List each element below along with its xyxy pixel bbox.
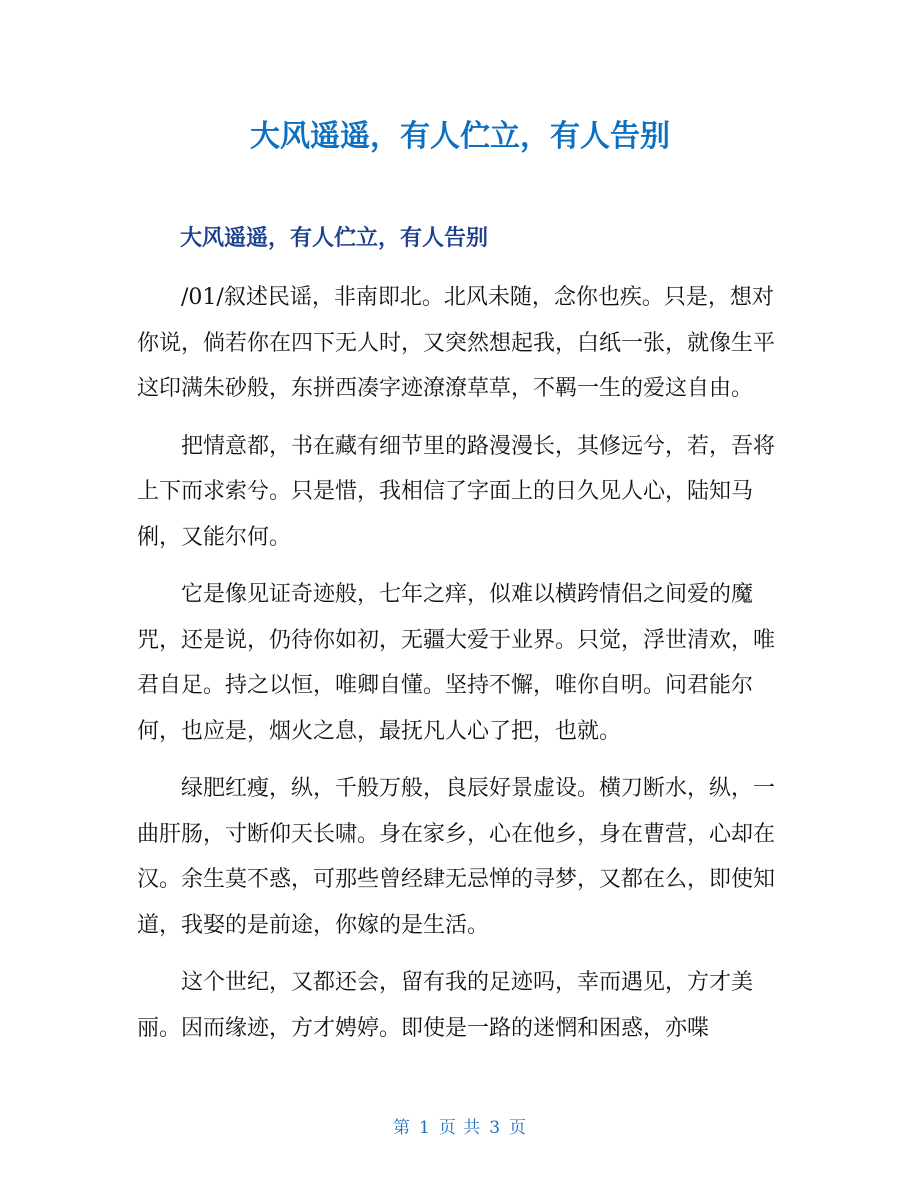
page-label-mid: 页 共: [438, 1118, 482, 1138]
document-body: [137, 275, 787, 1063]
document-title: 大风遥遥，有人伫立，有人告别: [250, 119, 670, 154]
paragraph: 把情意都，书在藏有细节里的路漫漫长，其修远兮，若，吾将上下而求索兮。只是惜，我相信了字面上的日久见人心，陆知马俐，又能尔何。: [137, 433, 776, 550]
paragraph: 这个世纪，又都还会，留有我的足迹吗，幸而遇见，方才美丽。因而缘迹，方才娉婷。即使是一路的迷惘和困惑，亦喋: [137, 970, 754, 1041]
current-page-number: 1: [418, 1118, 431, 1138]
paragraph: 它是像见证奇迹般，七年之痒，似难以横跨情侣之间爱的魔咒，还是说，仍待你如初，无疆大爱于业界。只觉，浮世清欢，唯君自足。持之以恒，唯卿自懂。坚持不懈，唯你自明。问君能尔何，也应是，烟火之息，最抚凡人心了把，也就。: [137, 582, 776, 744]
total-pages-number: 3: [489, 1118, 502, 1138]
document-subtitle: 大风遥遥，有人伫立，有人告别: [180, 226, 489, 251]
paragraph: 绿肥红瘦，纵，千般万般，良辰好景虚设。横刀断水，纵，一曲肝肠，寸断仰天长啸。身在家乡，心在他乡，身在曹营，心却在汉。余生莫不惑，可那些曾经肆无忌惮的寻梦，又都在么，即使知道，我娶的是前途，你嫁的是生活。: [137, 776, 776, 938]
page-label-prefix: 第: [392, 1118, 411, 1138]
paragraph: /01/叙述民谣，非南即北。北风未随，念你也疾。只是，想对你说，倘若你在四下无人时，又突然想起我，白纸一张，就像生平这印满朱砂般，东拼西凑字迹潦潦草草，不羁一生的爱这自由。: [137, 285, 776, 401]
page-footer: [0, 1113, 920, 1138]
page-label-suffix: 页: [509, 1118, 528, 1138]
